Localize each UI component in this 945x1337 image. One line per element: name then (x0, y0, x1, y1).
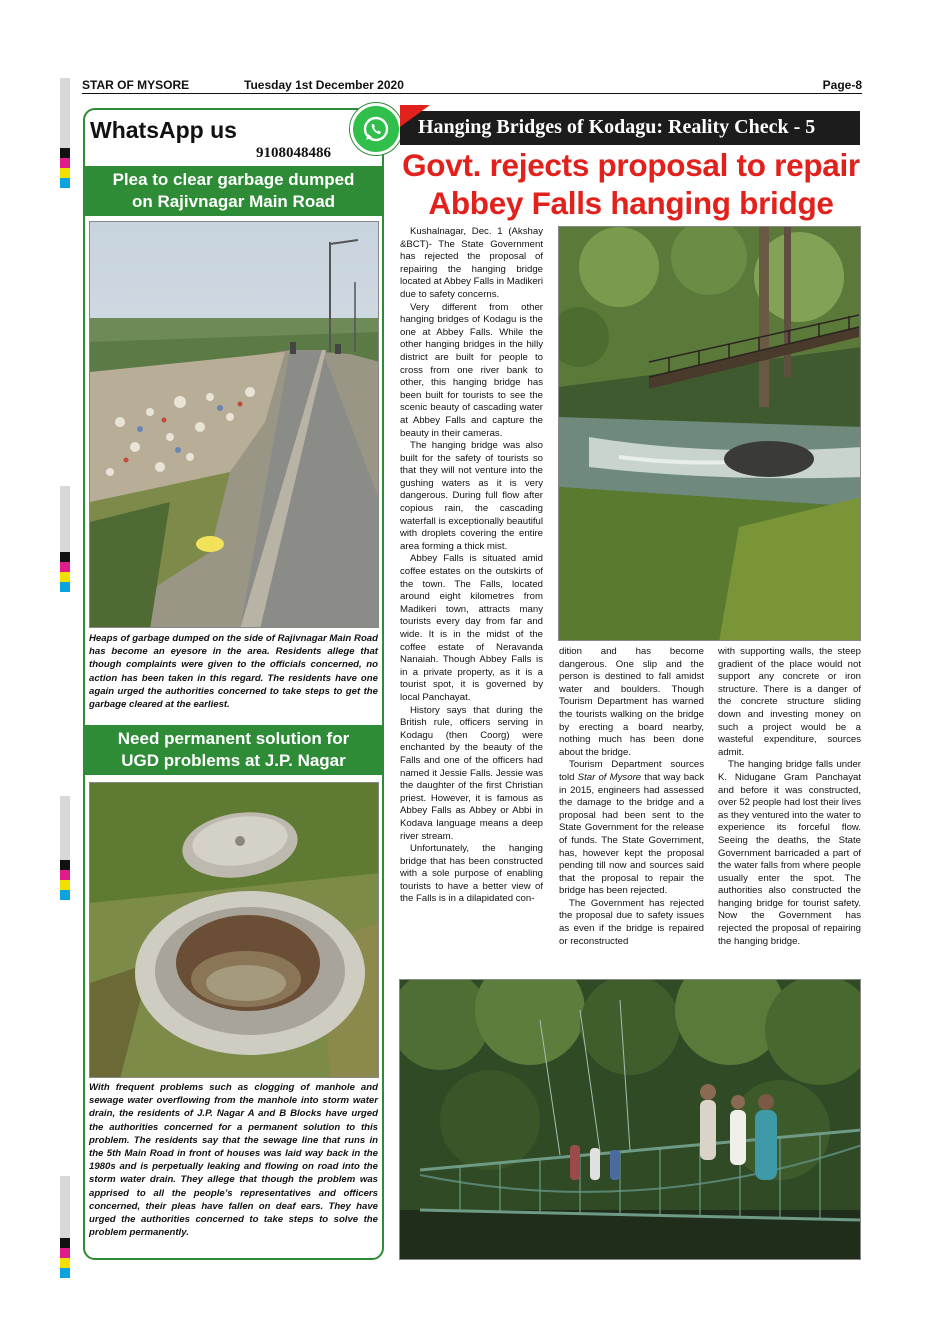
col2-para-2-b: that way back in 2015, engineers had assessed the damage to the bridge and a proposal had been sent to the State Government for the release of funds. The State Government, has, however kept the proposal pending till now and sources said that the proposal to repair the bridge has been rejected. (559, 771, 705, 897)
story2-headline (85, 725, 382, 775)
article-column-3 (718, 646, 861, 948)
col1-para-4: Abbey Falls is situated amid coffee estates on the outskirts of the town. The Falls, located around eight kilometres from Madikeri town, attracts many tourists every day from far and wide. It is in the midst of the coffee estate of Neravanda Nanaiah. Though Abbey Falls is in a private property, as it is a tourist spot, it is governed by local Panchayat. (400, 553, 543, 703)
story1-caption: Heaps of garbage dumped on the side of Rajivnagar Main Road has become an eyesore in the area. Residents allege that though complaints were given to the officials concerned, no action has been taken in this regard. The residents have one again urged the authorities concerned to take steps to get the garbage cleared at the earliest. (89, 633, 378, 711)
hanging-bridge-tourists-photo (399, 979, 861, 1260)
print-marks (0, 0, 80, 1337)
story2-caption: With frequent problems such as clogging of manhole and sewage water overflowing from the manhole into storm water drain, the residents of J.P. Nagar A and B Blocks have urged the authorities concerned for a permanent solution to this problem. The residents say that the sewage line that runs in the 5th Main Road in front of houses was laid way back in the 1980s and is perpetually leaking and flowing on road into the storm water drain. They allege that though the problem was apprised to all the people’s representatives and officers concerned, their pleas have fallen on deaf ears. They have urged the authorities concerned to take steps to solve the problem permanently. (89, 1082, 378, 1239)
main-headline-line2: Abbey Falls hanging bridge (428, 185, 834, 221)
masthead (82, 78, 862, 94)
col2-para-2-italic: Star of Mysore (577, 771, 642, 783)
story2-headline-line1: Need permanent solution for (117, 729, 350, 748)
col3-para-2: The hanging bridge falls under K. Nidugane Gram Panchayat and before it was constructed, over 52 people had lost their lives as they ventured into the water to experience its forceful flow. Seeing the deaths, the State Government barricaded a part of the water falls from where people usually enter the spot. The authorities also constructed the hanging bridge for tourist safety. Now the Government has rejected the proposal of repairing the hanging bridge. (718, 759, 861, 947)
story1-headline (85, 166, 382, 216)
masthead-rule (82, 93, 862, 94)
series-kicker: Hanging Bridges of Kodagu: Reality Check - 5 (418, 116, 816, 138)
story1-headline-line1: Plea to clear garbage dumped (112, 170, 355, 189)
col2-para-2-a: Tourism Department sources told (559, 759, 704, 783)
col1-para-5: History says that during the British rule, officers serving in Kodagu (then Coorg) were enchanted by the beauty of the Falls and one of the officers had named it Jessie Falls. Jessie was the daughter of the first Christian priest. However, it is famous as Abbey Falls as Abbey or Abbi in Kodava language means a deep river stream. (400, 704, 543, 842)
manhole-photo (89, 782, 379, 1078)
col1-para-3: The hanging bridge was also built for the safety of tourists so that they will not venture into the gushing waters as it is very dangerous. During full flow after copious rain, the cascading waterfall is exceptionally beautiful with droplets covering the entire area forming a thick mist. (400, 440, 543, 552)
paper-name: STAR OF MYSORE (82, 78, 190, 92)
issue-date: Tuesday 1st December 2020 (244, 78, 404, 92)
whatsapp-title: WhatsApp us (90, 117, 237, 143)
col2-para-3: The Government has rejected the proposal due to safety issues as even if the bridge is repaired or reconstructed (559, 897, 704, 947)
col3-para-1: with supporting walls, the steep gradient of the place would not support any concrete or iron structure. There is a danger of the concrete structure sliding down and investing money on such a project would be a wasteful expenditure, sources admit. (718, 646, 861, 758)
whatsapp-number: 9108048486 (256, 145, 331, 161)
article-column-2 (559, 646, 704, 948)
main-headline-line1: Govt. rejects proposal to repair (402, 147, 860, 183)
story1-headline-line2: on Rajivnagar Main Road (131, 192, 336, 211)
article-column-1 (400, 226, 543, 906)
col1-para-1: Kushalnagar, Dec. 1 (Akshay &BCT)- The State Government has rejected the proposal of repairing the hanging bridge located at Abbey Falls in Madikeri due to safety concerns. (400, 226, 543, 300)
abbey-falls-bridge-photo (558, 226, 861, 641)
col2-para-2 (559, 759, 704, 898)
col1-para-2: Very different from other hanging bridges of Kodagu is the one at Abbey Falls. While the other hanging bridges in the hilly district are built for people to cross from one river bank to other, this hanging bridge has been built for tourists to see the scenic beauty of cascading water at Abbey Falls and capture the beauty in their cameras. (400, 301, 543, 439)
col2-para-1: dition and has become dangerous. One slip and the person is destined to fall amidst water and boulders. Though Tourism Department has warned the tourists walking on the bridge by erecting a board nearby, nothing much has been done about the bridge. (559, 646, 704, 758)
col1-para-6: Unfortunately, the hanging bridge that has been constructed with a sole purpose of enabling tourists to have a better view of the Falls is in a dilapidated con- (400, 843, 543, 905)
garbage-photo (89, 221, 379, 628)
page-number: Page-8 (822, 78, 862, 92)
story2-headline-line2: UGD problems at J.P. Nagar (121, 751, 346, 770)
whatsapp-icon (350, 103, 402, 155)
main-headline (398, 146, 864, 222)
